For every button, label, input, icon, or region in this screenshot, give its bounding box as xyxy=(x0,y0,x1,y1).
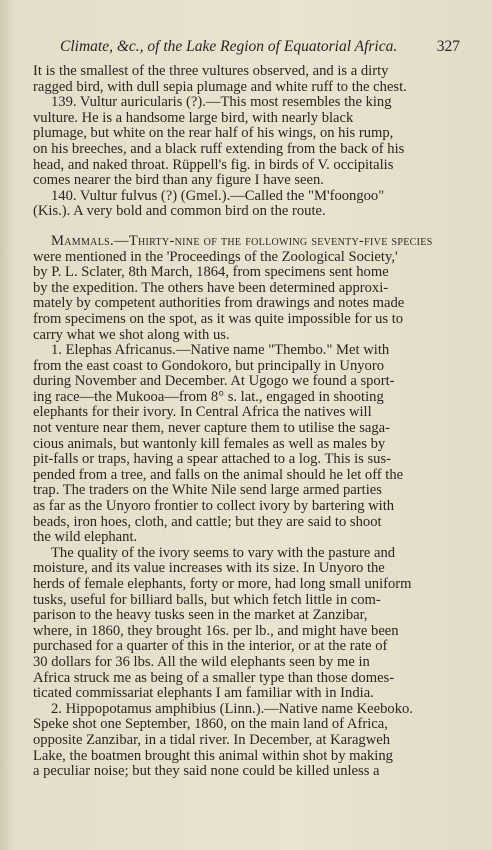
running-title: Climate, &c., of the Lake Region of Equatorial Africa. xyxy=(60,38,398,55)
text-line: not venture near them, never capture them to utilise the saga- xyxy=(33,421,391,437)
text-line: ing race—the Mukooa—from 8° s. lat., engaged in shooting xyxy=(33,389,384,405)
text-line: comes nearer the bird than any figure I have seen. xyxy=(33,173,324,189)
text-line: Africa struck me as being of a smaller type than those domes- xyxy=(33,670,395,686)
text-line: mately by competent authorities from drawings and notes made xyxy=(33,296,405,312)
text-line: purchased for a quarter of this in the interior, or at the rate of xyxy=(33,639,388,655)
page-number: 327 xyxy=(436,38,460,55)
text-line: 139. Vultur auricularis (?).—This most resembles the king xyxy=(51,95,392,111)
paragraph-gap xyxy=(33,220,471,234)
text-line: parison to the heavy tusks seen in the market at Zanzibar, xyxy=(33,608,368,624)
text-line: ticated commissariat elephants I am familiar with in India. xyxy=(33,686,374,702)
text-line: carry what we shot along with us. xyxy=(33,327,230,343)
text-line: were mentioned in the 'Proceedings of the Zoological Society,' xyxy=(33,249,398,265)
text-line: 1. Elephas Africanus.—Native name "Thembo." Met with xyxy=(51,343,390,359)
body-text xyxy=(33,64,471,780)
text-line: during November and December. At Ugogo we found a sport- xyxy=(33,374,395,390)
text-line: Speke shot one September, 1860, on the main land of Africa, xyxy=(33,717,388,733)
text-line: tusks, useful for billiard balls, but which fetch little in com- xyxy=(33,592,381,608)
text-line: elephants for their ivory. In Central Africa the natives will xyxy=(33,405,372,421)
text-line: plumage, but white on the rear half of his wings, on his rump, xyxy=(33,126,394,142)
text-line: The quality of the ivory seems to vary with the pasture and xyxy=(51,545,396,561)
text-line: 30 dollars for 36 lbs. All the wild elephants seen by me in xyxy=(33,654,370,670)
text-line: herds of female elephants, forty or more, had long small uniform xyxy=(33,577,412,592)
running-header xyxy=(60,38,460,58)
text-line: pended from a tree, and falls on the animal should he let off the xyxy=(33,467,404,483)
text-line: opposite Zanzibar, in a tidal river. In December, at Karagweh xyxy=(33,732,391,748)
text-line: vulture. He is a handsome large bird, with nearly black xyxy=(33,110,354,126)
text-line: where, in 1860, they brought 16s. per lb., and might have been xyxy=(33,623,399,639)
text-line: 2. Hippopotamus amphibius (Linn.).—Native name Keeboko. xyxy=(51,701,413,717)
text-line: It is the smallest of the three vultures observed, and is a dirty xyxy=(33,64,389,79)
text-line: on his breeches, and a black ruff extending from the back of his xyxy=(33,141,405,157)
text-line: a peculiar noise; but they said none could be killed unless a xyxy=(33,764,380,780)
text-line: Lake, the boatmen brought this animal within shot by making xyxy=(33,748,393,764)
text-line: by P. L. Sclater, 8th March, 1864, from specimens sent home xyxy=(33,265,389,281)
text-line: as far as the Unyoro frontier to collect ivory by bartering with xyxy=(33,499,395,515)
text-line: the wild elephant. xyxy=(33,530,138,546)
text-line: trap. The traders on the White Nile send large armed parties xyxy=(33,483,382,499)
text-line: ragged bird, with dull sepia plumage and white ruff to the chest. xyxy=(33,79,407,95)
text-line: (Kis.). A very bold and common bird on the route. xyxy=(33,204,326,220)
text-line: Mammals.—Thirty-nine of the following seventy-five species xyxy=(51,233,433,249)
text-line: pit-falls or traps, having a spear attached to a log. This is sus- xyxy=(33,452,392,468)
text-line: from the east coast to Gondokoro, but principally in Unyoro xyxy=(33,358,384,374)
text-line: moisture, and its value increases with its size. In Unyoro the xyxy=(33,561,385,577)
text-line: beads, iron hoes, cloth, and cattle; but they are said to shoot xyxy=(33,514,382,530)
text-line: head, and naked throat. Rüppell's fig. in birds of V. occipitalis xyxy=(33,157,394,173)
text-line: cious animals, but wantonly kill females as well as males by xyxy=(33,436,386,452)
text-line: from specimens on the spot, as it was quite impossible for us to xyxy=(33,311,404,327)
text-line: 140. Vultur fulvus (?) (Gmel.).—Called the "M'foongoo" xyxy=(51,188,385,204)
text-line: by the expedition. The others have been determined approxi- xyxy=(33,280,389,296)
